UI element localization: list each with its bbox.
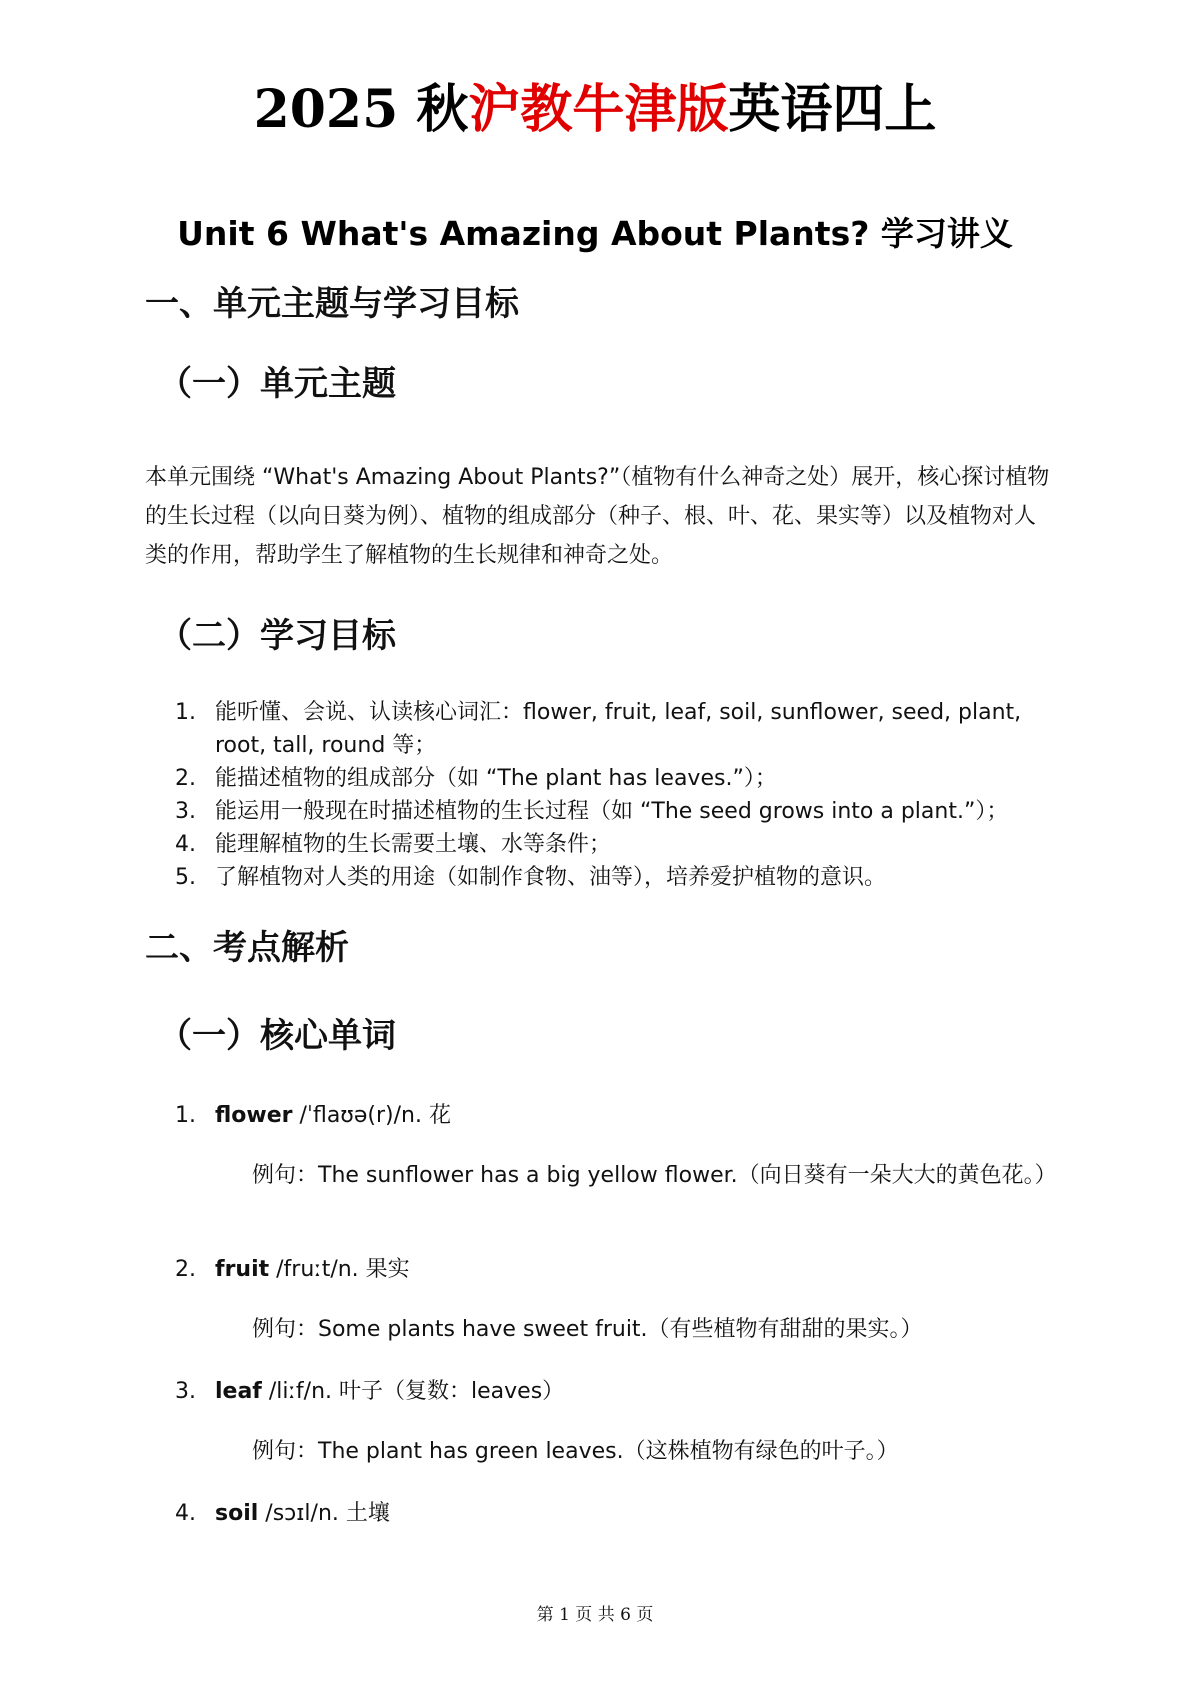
title-publisher: 沪教牛津版 <box>468 79 729 140</box>
subsection-heading-words: （一）核心单词 <box>158 1016 396 1056</box>
vocab-example-flower: 例句：The sunflower has a big yellow flower.（向日葵有一朵大大的黄色花。） <box>252 1163 1057 1188</box>
document-title <box>0 78 1190 142</box>
list-item: 1. 能听懂、会说、认读核心词汇：flower, fruit, leaf, soil, sunflower, seed, plant, root, tall, round 等； <box>175 700 1022 758</box>
list-item: 5. 了解植物对人类的用途（如制作食物、油等），培养爱护植物的意识。 <box>175 865 887 890</box>
vocab-example-leaf: 例句：The plant has green leaves.（这株植物有绿色的叶子。） <box>252 1439 899 1464</box>
unit-subtitle: Unit 6 What's Amazing About Plants? 学习讲义 <box>177 214 1013 253</box>
subsection-heading-theme: （一）单元主题 <box>158 364 396 404</box>
list-item: 2. 能描述植物的组成部分（如 “The plant has leaves.”）； <box>175 766 777 791</box>
subsection-heading-goals: （二）学习目标 <box>158 616 396 656</box>
vocab-entry-leaf: 3. leaf /liːf/n. 叶子（复数：leaves） <box>175 1379 565 1404</box>
goals-list <box>175 696 1055 894</box>
list-item: 3. 能运用一般现在时描述植物的生长过程（如 “The seed grows into a plant.”）； <box>175 799 1009 824</box>
section-heading-2: 二、考点解析 <box>145 928 349 968</box>
list-item: 4. 能理解植物的生长需要土壤、水等条件； <box>175 832 612 857</box>
title-grade: 英语四上 <box>728 79 937 140</box>
vocab-entry-fruit: 2. fruit /fruːt/n. 果实 <box>175 1257 410 1282</box>
vocab-entry-soil: 4. soil /sɔɪl/n. 土壤 <box>175 1501 390 1526</box>
vocab-entry-flower: 1. flower /ˈflaʊə(r)/n. 花 <box>175 1103 451 1128</box>
theme-paragraph: 本单元围绕 “What's Amazing About Plants?”（植物有什么神奇之处）展开，核心探讨植物的生长过程（以向日葵为例）、植物的组成部分（种子、根、叶、花、果实等）以及植物对人类的作用，帮助学生了解植物的生长规律和神奇之处。 <box>145 465 1050 568</box>
page-footer: 第 1 页 共 6 页 <box>536 1605 654 1625</box>
section-heading-1: 一、单元主题与学习目标 <box>145 284 519 324</box>
vocab-example-fruit: 例句：Some plants have sweet fruit.（有些植物有甜甜的果实。） <box>252 1317 923 1342</box>
title-year: 2025 秋 <box>253 79 469 140</box>
